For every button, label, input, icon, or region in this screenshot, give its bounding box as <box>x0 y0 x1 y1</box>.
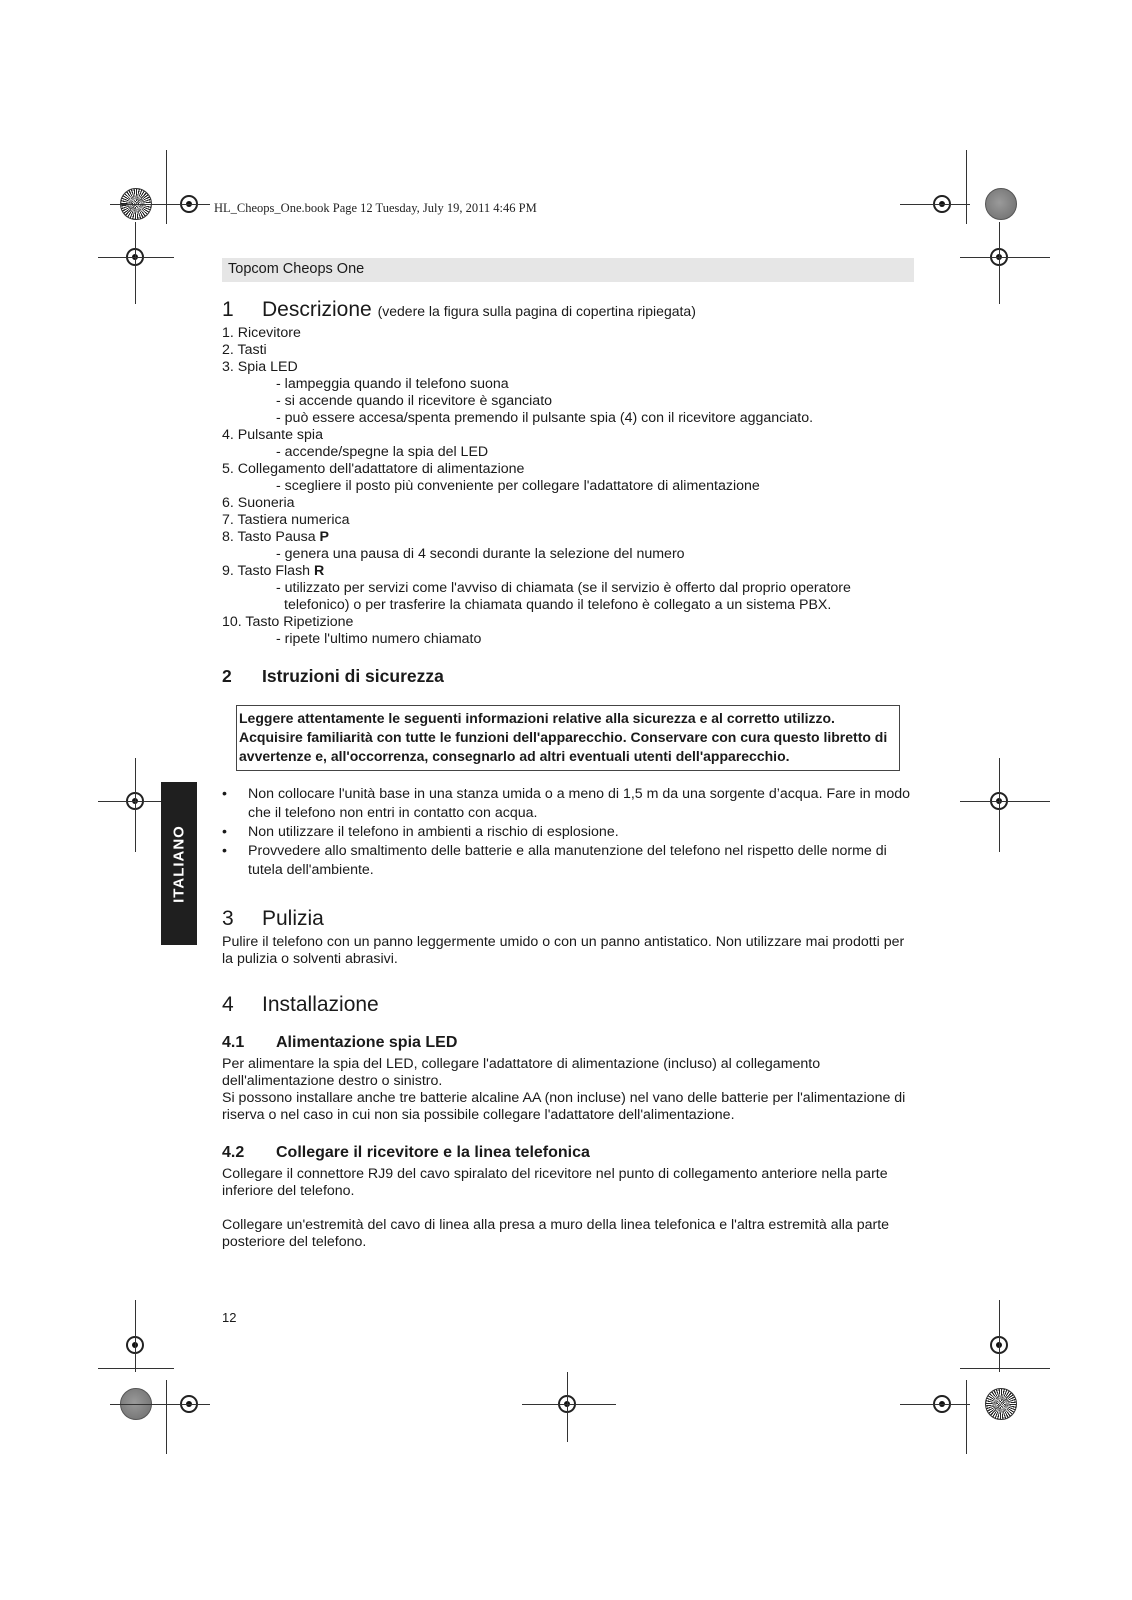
list-subitem: - genera una pausa di 4 secondi durante la selezione del numero <box>276 546 685 562</box>
section-2-heading <box>222 664 912 688</box>
list-subitem: - ripete l'ultimo numero chiamato <box>276 631 482 647</box>
list-item: 5. Collegamento dell'adattatore di alimentazione <box>222 461 525 477</box>
book-info-line: HL_Cheops_One.book Page 12 Tuesday, July 19, 2011 4:46 PM <box>214 201 537 215</box>
list-item: 2. Tasti <box>222 342 267 358</box>
list-subitem: - scegliere il posto più conveniente per collegare l'adattatore di alimentazione <box>276 478 760 494</box>
section-4-heading <box>222 990 912 1020</box>
list-subitem: telefonico) o per trasferire la chiamata quando il telefono è collegato a un sistema PBX. <box>284 597 832 613</box>
paragraph: Pulire il telefono con un panno leggermente umido o con un panno antistatico. Non utilizzare mai prodotti per la pulizia o solventi abrasivi. <box>222 934 905 967</box>
page-content <box>222 295 912 1251</box>
section-title: Descrizione <box>262 298 372 321</box>
list-subitem: - lampeggia quando il telefono suona <box>276 376 509 392</box>
description-list <box>222 325 912 648</box>
flash-key-label: R <box>314 563 325 579</box>
paragraph: Per alimentare la spia del LED, collegare l'adattatore di alimentazione (incluso) al collegamento dell'alimentazione destro o sinistro. <box>222 1056 821 1089</box>
section-subtitle: (vedere la figura sulla pagina di copertina ripiegata) <box>377 303 696 319</box>
list-item: 9. Tasto Flash R <box>222 563 325 579</box>
list-item: 8. Tasto Pausa P <box>222 529 330 545</box>
paragraph: Collegare un'estremità del cavo di linea alla presa a muro della linea telefonica e l'altra estremità alla parte posteriore del telefono. <box>222 1217 890 1250</box>
list-item: 4. Pulsante spia <box>222 427 323 443</box>
safety-bullet-list <box>222 785 912 880</box>
list-item: 7. Tastiera numerica <box>222 512 350 528</box>
section-title: Installazione <box>262 993 379 1016</box>
section-number: 4 <box>222 993 234 1016</box>
page-number: 12 <box>222 1310 237 1325</box>
subsection-title: Collegare il ricevitore e la linea telefonica <box>276 1144 590 1161</box>
list-item: • Provvedere allo smaltimento delle batterie e alla manutenzione del telefono nel rispetto delle norme di tutela dell'ambiente. <box>222 843 887 878</box>
section-number: 2 <box>222 666 232 686</box>
list-subitem: - si accende quando il ricevitore è sganciato <box>276 393 553 409</box>
section-number: 1 <box>222 298 234 321</box>
subsection-number: 4.1 <box>222 1034 245 1051</box>
section-number: 3 <box>222 907 234 930</box>
subsection-4-2-heading <box>222 1142 912 1164</box>
subsection-title: Alimentazione spia LED <box>276 1034 458 1051</box>
list-item: • Non utilizzare il telefono in ambienti a rischio di esplosione. <box>222 824 619 840</box>
list-item: 10. Tasto Ripetizione <box>222 614 354 630</box>
running-header <box>222 258 914 282</box>
paragraph: Collegare il connettore RJ9 del cavo spiralato del ricevitore nel punto di collegamento anteriore nella parte inferiore del telefono. <box>222 1166 888 1199</box>
section-title: Istruzioni di sicurezza <box>262 666 444 686</box>
paragraph: Si possono installare anche tre batterie alcaline AA (non incluse) nel vano delle batterie per l'alimentazione di riserva o nel caso in cui non sia possibile collegare l'adattatore dell'alimentazione. <box>222 1090 906 1123</box>
list-subitem: - accende/spegne la spia del LED <box>276 444 489 460</box>
list-item: • Non collocare l'unità base in una stanza umida o a meno di 1,5 m da una sorgente d’acqua. Fare in modo che il telefono non entri in contatto con acqua. <box>222 786 911 821</box>
section-title: Pulizia <box>262 907 324 930</box>
subsection-number: 4.2 <box>222 1144 245 1161</box>
registration-grey-circle-icon <box>985 188 1017 220</box>
subsection-4-1-heading <box>222 1032 912 1054</box>
section-3-heading <box>222 904 912 934</box>
safety-warning-box: Leggere attentamente le seguenti informazioni relative alla sicurezza e al corretto utilizzo. Acquisire familiarità con tutte le funzioni dell'apparecchio. Conservare con cura questo libretto di avvertenze e, all'occorrenza, consegnarlo ad altri eventuali utenti dell'apparecchio. <box>236 705 900 771</box>
list-item: 6. Suoneria <box>222 495 295 511</box>
language-side-tab-label: ITALIANO <box>170 825 188 903</box>
running-header-title: Topcom Cheops One <box>228 261 365 277</box>
list-item: 3. Spia LED <box>222 359 298 375</box>
list-item: 1. Ricevitore <box>222 325 301 341</box>
section-1-heading <box>222 295 912 325</box>
list-subitem: - utilizzato per servizi come l'avviso di chiamata (se il servizio è offerto dal proprio operatore <box>276 580 851 596</box>
registration-starburst-icon <box>985 1388 1017 1420</box>
language-side-tab <box>161 782 197 945</box>
pause-key-label: P <box>319 529 330 545</box>
list-subitem: - può essere accesa/spenta premendo il pulsante spia (4) con il ricevitore agganciato. <box>276 410 814 426</box>
